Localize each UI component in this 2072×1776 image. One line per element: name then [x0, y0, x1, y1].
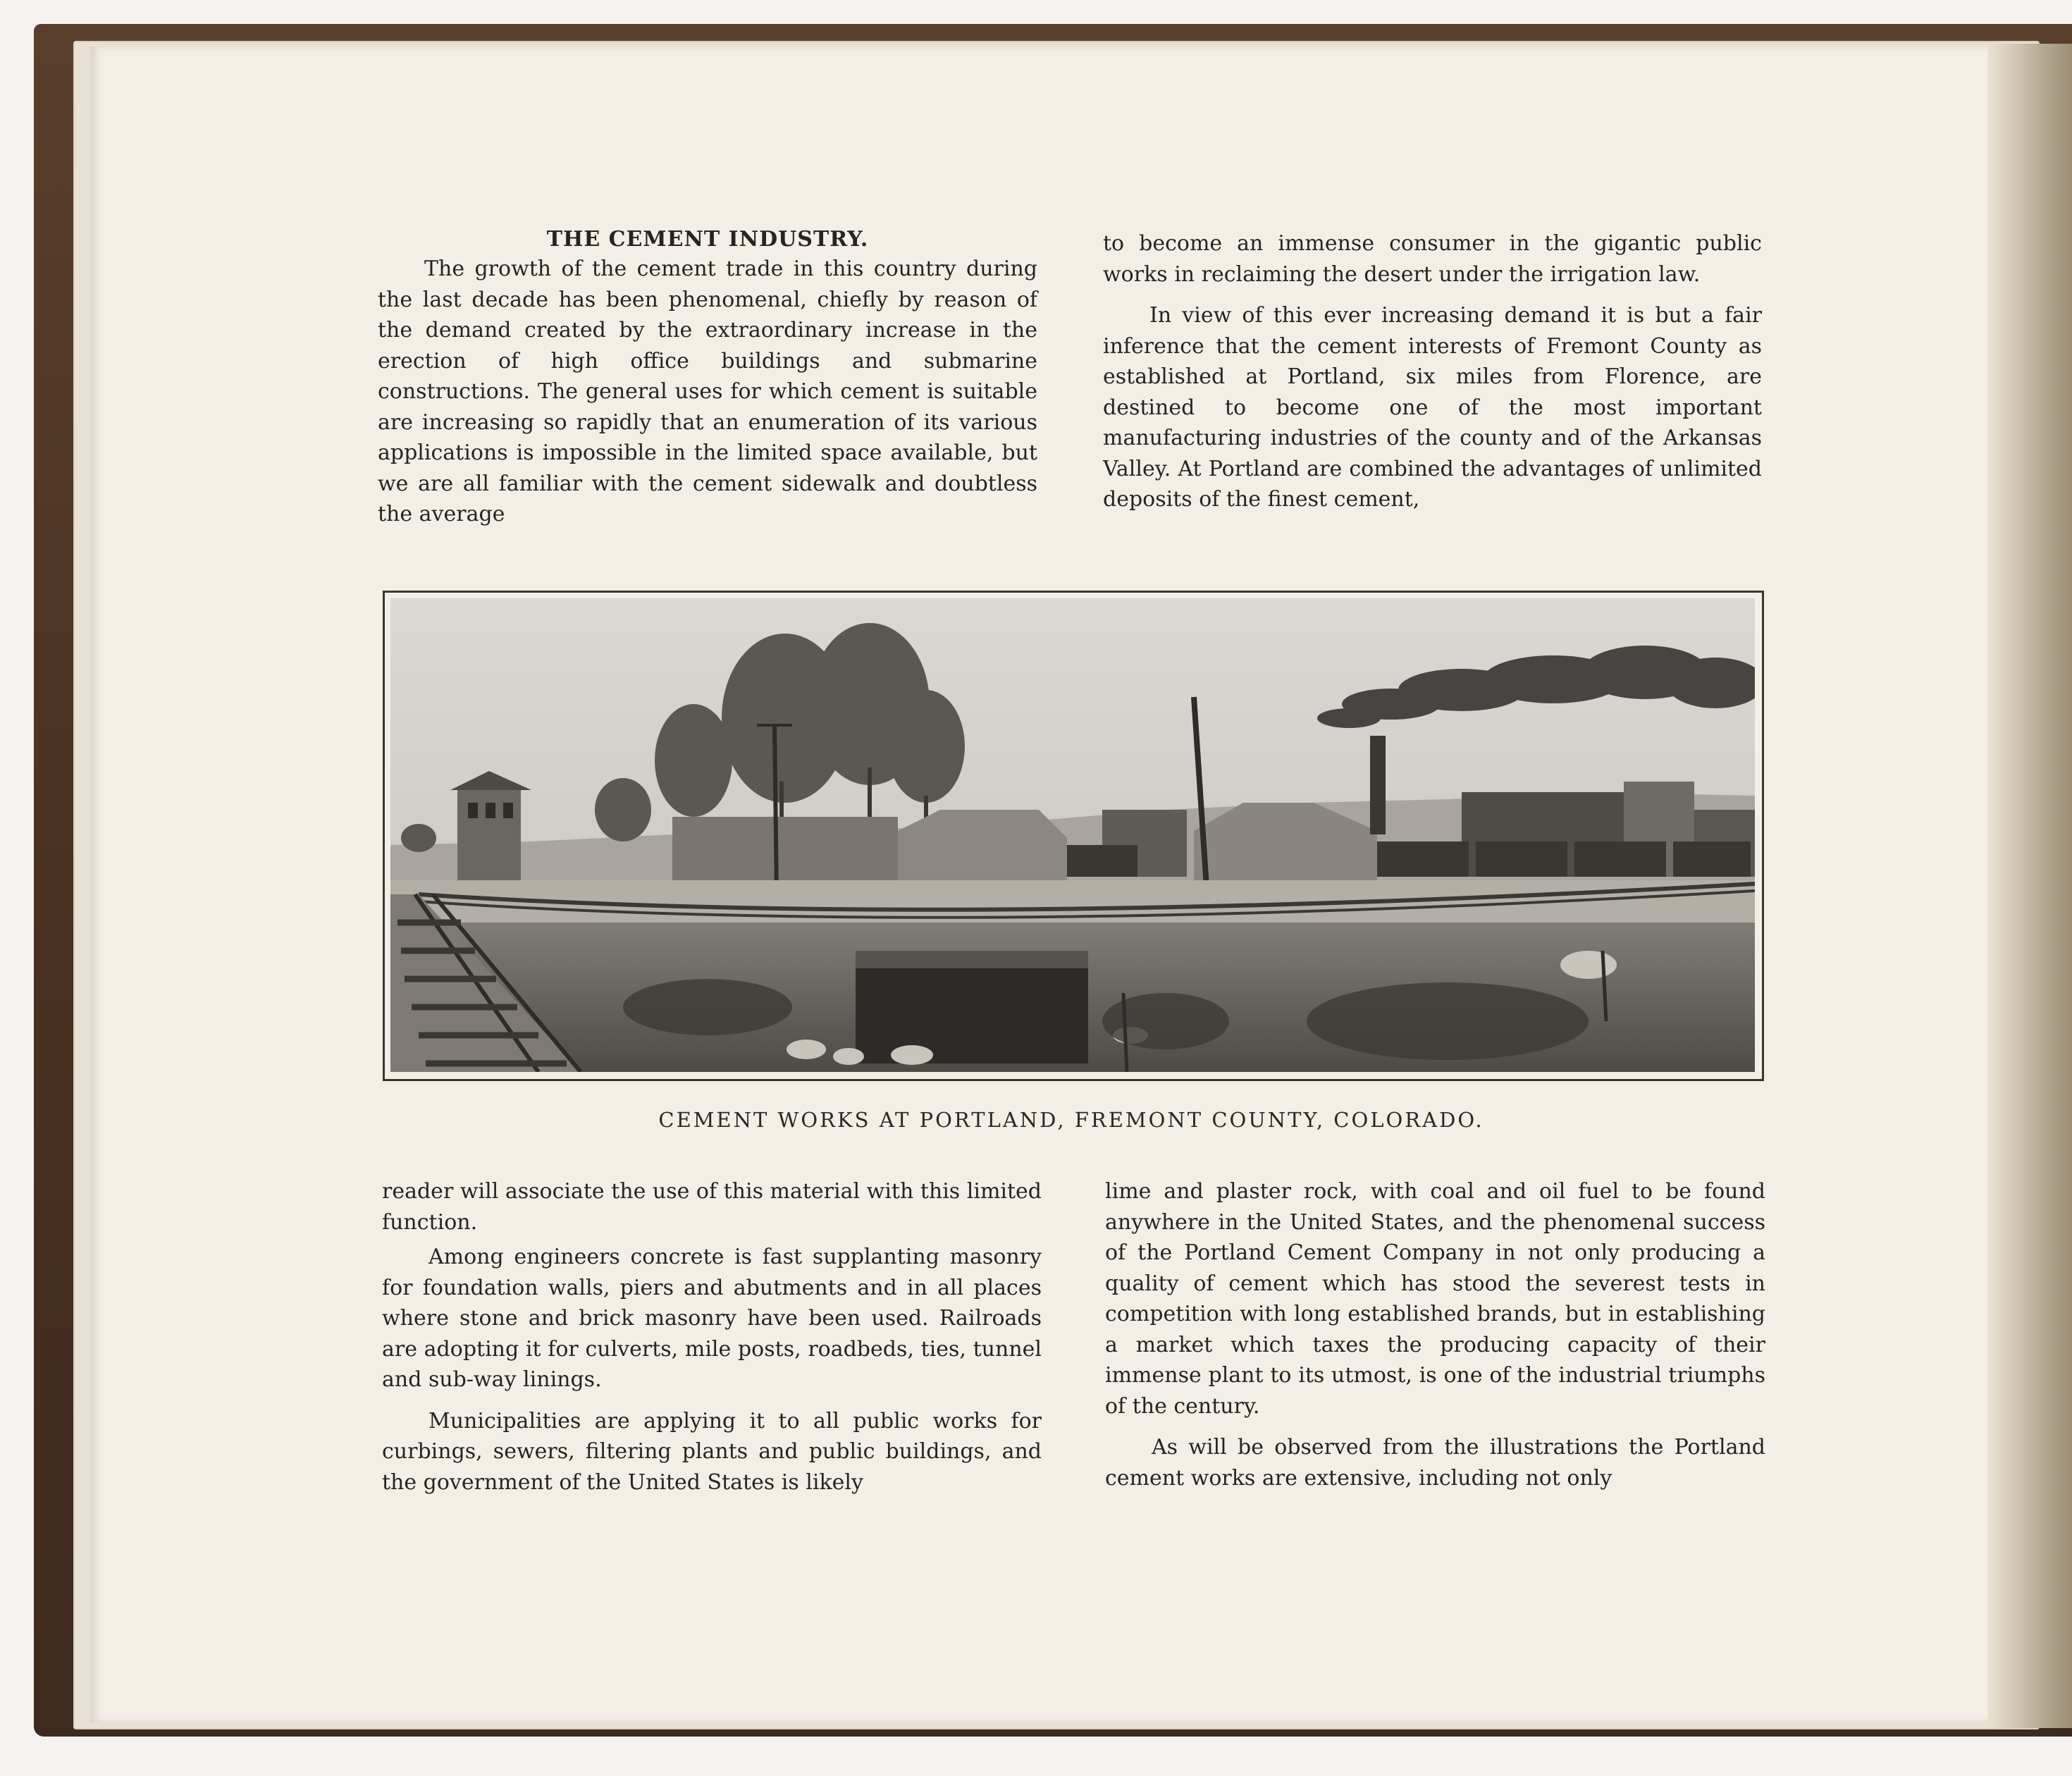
paragraph: In view of this ever increasing demand it is but a fair inference that the cement interests of Fremont County as established at Portland, six miles from Florence, are destined to become one of the most important manufacturing industries of the county and of the Arkansas Valley. At Portland are combined the advantages of unlimited deposits of the finest cement, — [1103, 303, 1762, 512]
upper-right-column — [1103, 228, 1762, 515]
cement-works-photograph — [390, 598, 1755, 1072]
paragraph: As will be observed from the illustrations the Portland cement works are extensive, including not only — [1105, 1435, 1765, 1491]
paragraph: to become an immense consumer in the gigantic public works in reclaiming the desert under the irrigation law. — [1103, 231, 1762, 287]
paragraph: Municipalities are applying it to all public works for curbings, sewers, filtering plants and public buildings, and the government of the United States is likely — [382, 1408, 1042, 1495]
paragraph: reader will associate the use of this material with this limited function. — [382, 1179, 1042, 1235]
paragraph: The growth of the cement trade in this country during the last decade has been phenomenal, chiefly by reason of the demand created by the extraordinary increase in the erection of high office buildings and submarine constructions. The general uses for which cement is suitable are increasing so rapidly that an enumeration of its various applications is impossible in the limited space available, but we are all familiar with the cement sidewalk and doubtless the average — [378, 257, 1037, 526]
book-gutter — [1987, 44, 2072, 1728]
lower-left-column — [382, 1176, 1042, 1498]
photo-frame — [383, 591, 1764, 1081]
paragraph: Among engineers concrete is fast supplanting masonry for foundation walls, piers and abutments and in all places where stone and brick masonry have been used. Railroads are adopting it for culverts, mile posts, roadbeds, ties, tunnel and sub-way linings. — [382, 1245, 1042, 1392]
upper-left-column — [378, 226, 1037, 530]
paragraph: lime and plaster rock, with coal and oil fuel to be found anywhere in the United States, and the phenomenal success of the Portland Cement Company in not only producing a quality of cement which has stood the severest tests in competition with long established brands, but in establishing a market which taxes the producing capacity of their immense plant to its utmost, is one of the industrial triumphs of the century. — [1105, 1179, 1765, 1419]
lower-right-column — [1105, 1176, 1765, 1493]
article-title: THE CEMENT INDUSTRY. — [546, 227, 869, 252]
figure-caption: CEMENT WORKS AT PORTLAND, FREMONT COUNTY, COLORADO. — [658, 1108, 1484, 1132]
